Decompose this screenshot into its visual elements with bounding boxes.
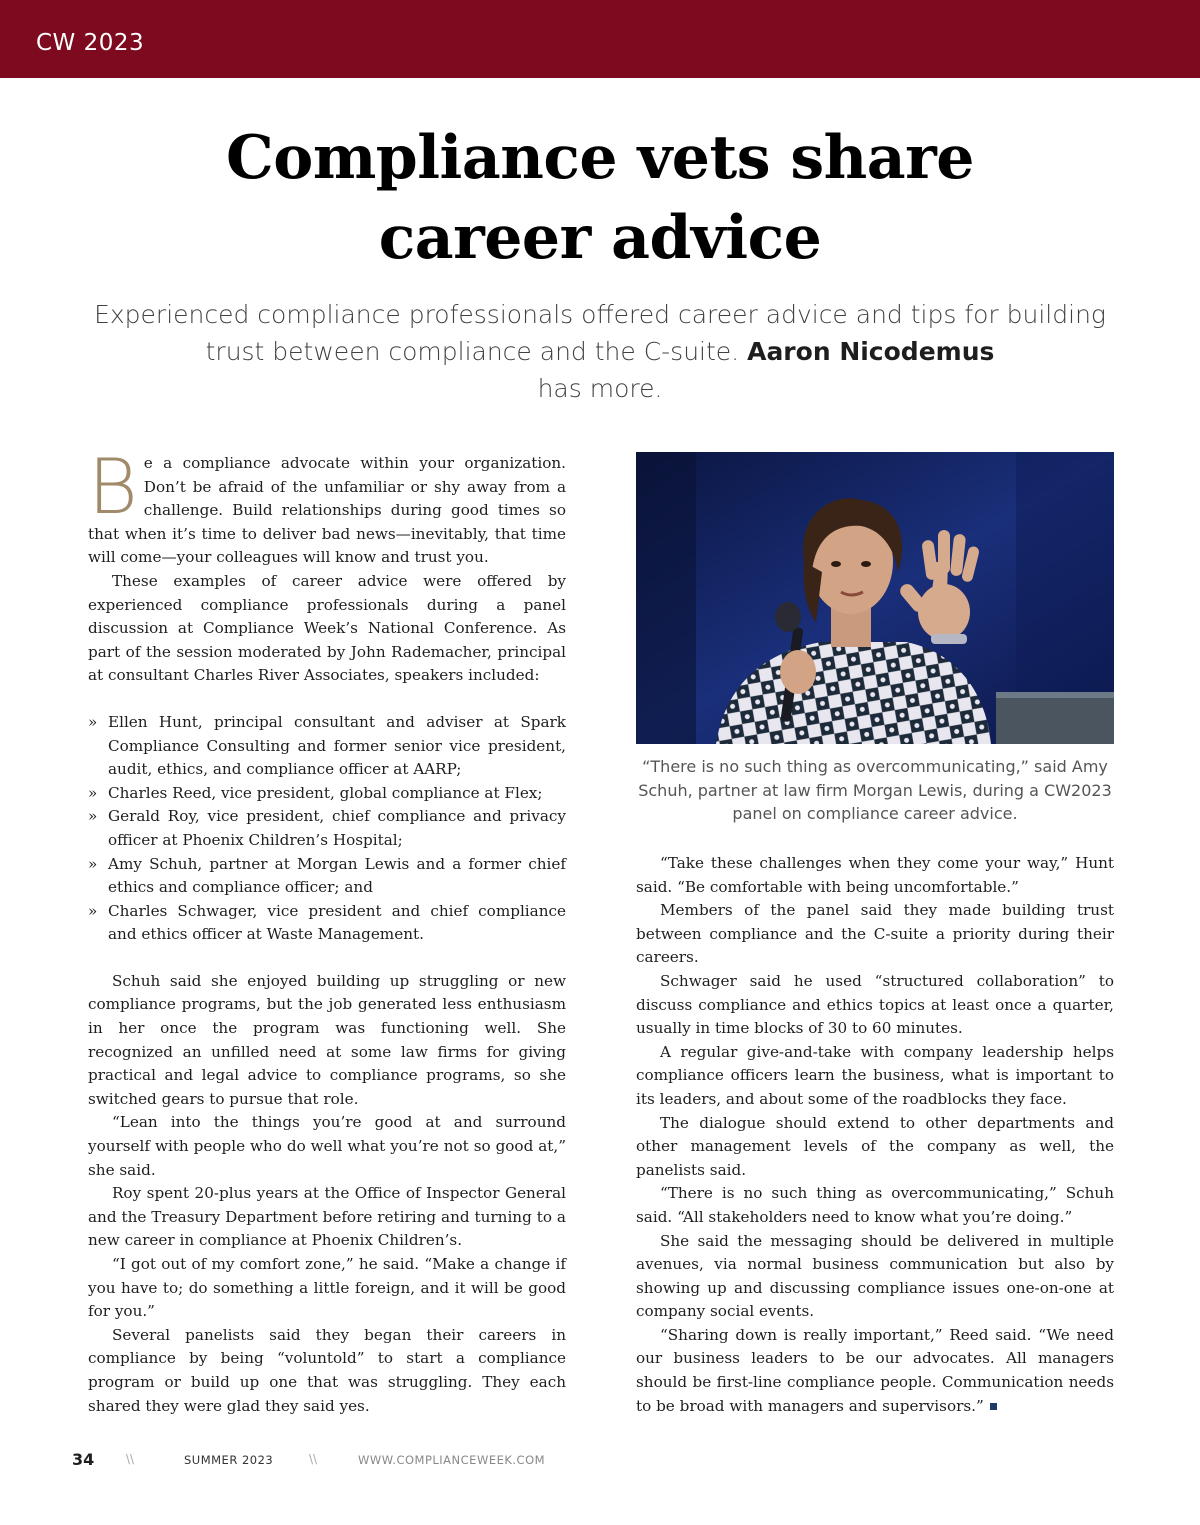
closing-paragraph-text: “Sharing down is really important,” Reed said. “We need our business leaders to be our advocates. All managers should be first-line compliance people. Communication needs to be broad with managers and supervisors.” — [636, 1325, 1114, 1415]
section-label: CW 2023 — [36, 30, 145, 56]
bullet-marker: » — [88, 901, 98, 920]
page-number: 34 — [72, 1450, 95, 1469]
body-paragraph: Schuh said she enjoyed building up struggling or new compliance programs, but the job generated less enthusiasm in her once the program was functioning well. She recognized an unfilled need at some law firms for giving practical and legal advice to compliance programs, so she switched gears to pursue that role. — [88, 971, 566, 1108]
body-paragraph: “Take these challenges when they come your way,” Hunt said. “Be comfortable with being uncomfortable.” — [636, 854, 1114, 896]
speaker-item: » Gerald Roy, vice president, chief compliance and privacy officer at Phoenix Children’s Hospital; — [88, 807, 566, 849]
photo-caption: “There is no such thing as overcommunicating,” said Amy Schuh, partner at law firm Morgan Lewis, during a CW2023 panel on compliance career advice. — [638, 757, 1112, 823]
lead-paragraph — [88, 442, 566, 570]
intro-paragraph: These examples of career advice were offered by experienced compliance professionals during a panel discussion at Compliance Week’s National Conference. As part of the session moderated by John Rademacher, principal at consultant Charles River Associates, speakers included: — [88, 571, 566, 685]
bullet-marker: » — [88, 807, 98, 826]
header-bar — [0, 0, 1200, 78]
body-paragraph: A regular give-and-take with company leadership helps compliance officers learn the business, what is important to its leaders, and about some of the roadblocks they face. — [636, 1042, 1114, 1108]
article-dek — [80, 296, 1120, 407]
article-column-left — [88, 442, 566, 1418]
headline-line-2: career advice — [378, 203, 822, 273]
dek-author: Aaron Nicodemus — [747, 337, 995, 366]
headline-line-1: Compliance vets share — [226, 123, 974, 193]
dek-tail: has more. — [537, 374, 663, 403]
speaker-item: » Ellen Hunt, principal consultant and adviser at Spark Compliance Consulting and former senior vice president, audit, ethics, and compliance officer at AARP; — [88, 712, 566, 779]
speaker-photo — [636, 452, 1114, 744]
body-paragraph: Roy spent 20-plus years at the Office of Inspector General and the Treasury Department before retiring and turning to a new career in compliance at Phoenix Children’s. — [88, 1184, 566, 1250]
speaker-list — [88, 711, 566, 947]
body-paragraph: “Lean into the things you’re good at and surround yourself with people who do well what you’re not so good at,” she said. — [88, 1113, 566, 1179]
body-paragraph: Schwager said he used “structured collaboration” to discuss compliance and ethics topics at least once a quarter, usually in time blocks of 30 to 60 minutes. — [636, 971, 1114, 1038]
footer-separator: \\ — [126, 1452, 135, 1466]
closing-paragraph — [636, 1324, 1114, 1418]
body-paragraph: She said the messaging should be delivered in multiple avenues, via normal business communication but also by showing up and discussing compliance issues one-on-one at company social events. — [636, 1231, 1114, 1321]
speaker-item: » Charles Schwager, vice president and chief compliance and ethics officer at Waste Management. — [88, 901, 566, 944]
body-paragraph: “There is no such thing as overcommunicating,” Schuh said. “All stakeholders need to know what you’re doing.” — [636, 1184, 1114, 1226]
dek-text: Experienced compliance professionals offered career advice and tips for building trust between compliance and the C-suite. — [94, 300, 1106, 366]
article-column-right — [636, 852, 1114, 1418]
speaker-item: » Amy Schuh, partner at Morgan Lewis and a former chief ethics and compliance officer; and — [88, 854, 566, 897]
speaker-item: » Charles Reed, vice president, global compliance at Flex; — [88, 782, 566, 806]
lead-paragraph-text: e a compliance advocate within your organization. Don’t be afraid of the unfamiliar or shy away from a challenge. Build relationships during good times so that when it’s time to deliver bad news—inevitably, that time will come—your colleagues will know and trust you. — [88, 454, 566, 567]
body-paragraph: “I got out of my comfort zone,” he said. “Make a change if you have to; do something a little foreign, and it will be good for you.” — [88, 1255, 566, 1321]
drop-cap: B — [88, 442, 138, 531]
page-footer — [0, 1448, 1200, 1474]
footer-separator: \\ — [309, 1452, 318, 1466]
article-headline — [100, 118, 1100, 278]
bullet-marker: » — [88, 712, 98, 731]
end-mark-icon — [990, 1403, 997, 1410]
bullet-marker: » — [88, 854, 98, 873]
body-paragraph: Members of the panel said they made building trust between compliance and the C-suite a priority during their careers. — [636, 901, 1114, 967]
issue-label: SUMMER 2023 — [184, 1453, 274, 1467]
body-paragraph: The dialogue should extend to other departments and other management levels of the company as well, the panelists said. — [636, 1113, 1114, 1179]
bullet-marker: » — [88, 783, 98, 802]
speaker-photo-illustration — [636, 452, 1114, 744]
website-link[interactable]: WWW.COMPLIANCEWEEK.COM — [358, 1453, 546, 1467]
body-paragraph: Several panelists said they began their careers in compliance by being “voluntold” to start a compliance program or build up one that was struggling. They each shared they were glad they said yes. — [88, 1325, 566, 1415]
